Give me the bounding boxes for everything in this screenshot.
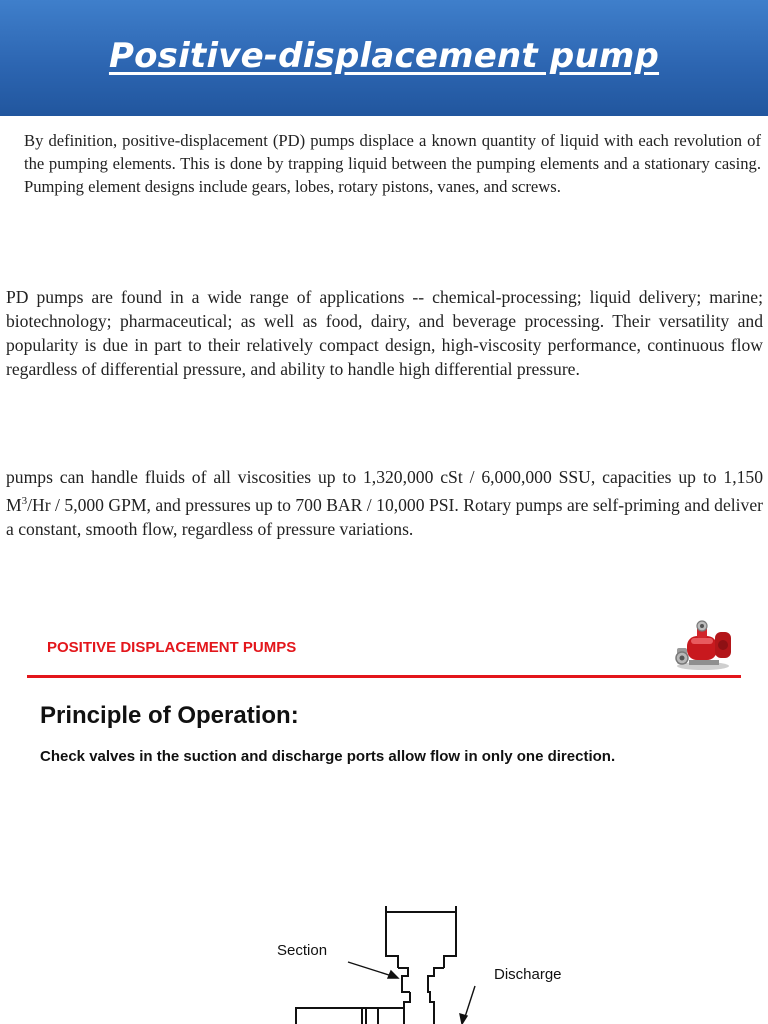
section-label: POSITIVE DISPLACEMENT PUMPS xyxy=(47,639,297,656)
discharge-label-text: Discharge xyxy=(494,966,562,983)
applications-paragraph: PD pumps are found in a wide range of applications -- chemical-processing; liquid delivery; marine; biotechnology; pharmaceutical; as well as food, dairy, and beverage processing. Their versatility and popularity is due in part to their relatively compact design, high-viscosity performance, continuous flow regardless of differential pressure, and ability to handle high differential pressure. xyxy=(6,287,763,379)
section-divider xyxy=(27,675,741,678)
title-banner xyxy=(0,0,768,116)
capacity-text-end: /Hr / 5,000 GPM, and pressures up to 700 BAR / 10,000 PSI. Rotary pumps are self-priming and deliver a constant, smooth flow, regardless of pressure variations. xyxy=(6,494,763,539)
principle-subtext: Check valves in the suction and discharge ports allow flow in only one direction. xyxy=(40,748,616,765)
section-label-text: Section xyxy=(277,942,328,959)
check-valve-diagram xyxy=(270,896,600,1024)
capacity-superscript: 3 xyxy=(21,495,28,507)
definition-paragraph: By definition, positive-displacement (PD) pumps displace a known quantity of liquid with each revolution of the pumping elements. This is done by trapping liquid between the pumping elements and a stationary casing. Pumping element designs include gears, lobes, rotary pistons, vanes, and screws. xyxy=(24,131,761,196)
capacity-paragraph xyxy=(6,465,763,541)
capacity-text-start: pumps can handle fluids of all viscosities up to 1,320,000 cSt / 6,000,000 SSU, capacities up to 1,150 M xyxy=(6,467,763,515)
page-title: Positive-displacement pump xyxy=(108,36,660,76)
principle-heading: Principle of Operation: xyxy=(40,702,299,729)
pump-icon xyxy=(671,618,735,672)
